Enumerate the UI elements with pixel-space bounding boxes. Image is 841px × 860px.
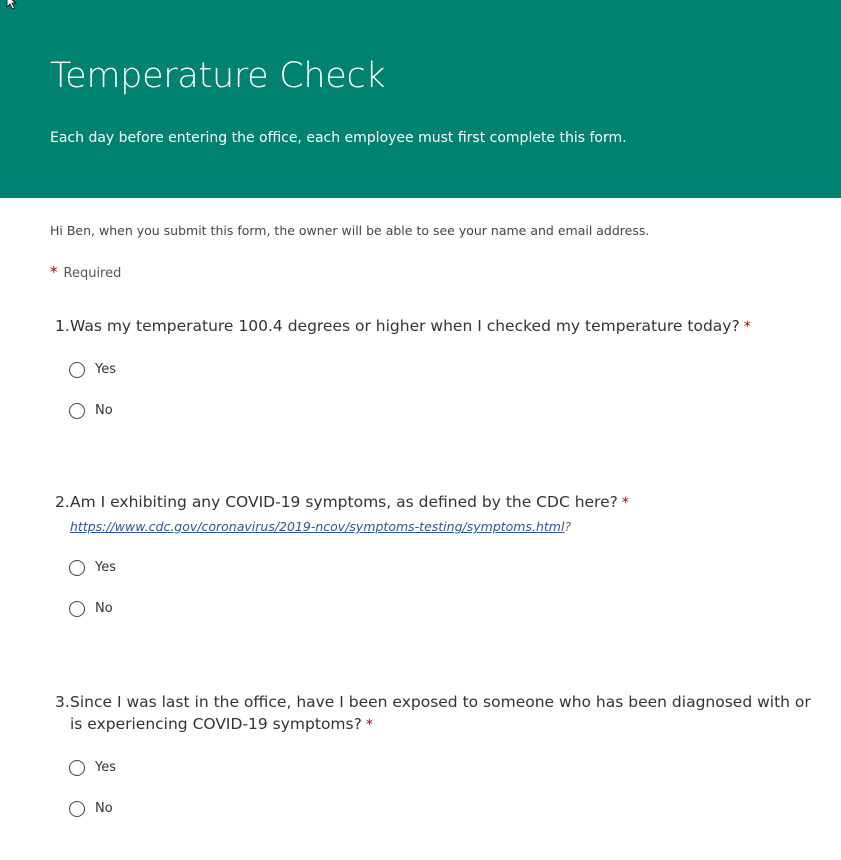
question-title (55, 491, 815, 514)
cdc-link-line (70, 518, 815, 536)
radio-circle-icon[interactable] (69, 560, 85, 576)
question-3 (55, 691, 815, 829)
question-title (55, 315, 815, 338)
question-options (69, 349, 815, 431)
option-yes[interactable] (69, 547, 815, 588)
required-label: Required (63, 266, 122, 281)
question-text (70, 315, 815, 338)
required-star: * (365, 717, 373, 733)
question-text (70, 691, 815, 736)
radio-circle-icon[interactable] (69, 801, 85, 817)
option-label: Yes (95, 560, 116, 575)
question-number: 3. (55, 693, 70, 711)
form-description: Each day before entering the office, each employee must first complete this form. (50, 130, 627, 146)
option-yes[interactable] (69, 349, 815, 390)
option-no[interactable] (69, 788, 815, 829)
radio-circle-icon[interactable] (69, 760, 85, 776)
form-header (0, 0, 841, 198)
question-number: 1. (55, 317, 70, 335)
option-label: No (95, 403, 113, 418)
required-note (50, 263, 121, 283)
question-text-content: Since I was last in the office, have I been exposed to someone who has been diagnosed with or is experiencing COVID-19 symptoms? (70, 693, 811, 733)
required-star: * (621, 495, 629, 511)
cdc-symptoms-link[interactable]: https://www.cdc.gov/coronavirus/2019-ncov/symptoms-testing/symptoms.html (70, 519, 565, 534)
option-label: Yes (95, 362, 116, 377)
question-1 (55, 315, 815, 431)
link-suffix: ? (564, 519, 572, 534)
question-options (69, 747, 815, 829)
option-no[interactable] (69, 588, 815, 629)
form-title: Temperature Check (50, 56, 386, 96)
question-number: 2. (55, 493, 70, 511)
option-label: Yes (95, 760, 116, 775)
question-text-content: Am I exhibiting any COVID-19 symptoms, as defined by the CDC here? (70, 493, 618, 511)
radio-circle-icon[interactable] (69, 403, 85, 419)
option-label: No (95, 601, 113, 616)
question-text (70, 491, 815, 514)
identity-notice: Hi Ben, when you submit this form, the owner will be able to see your name and email address. (50, 223, 650, 238)
mouse-pointer-icon (6, 0, 20, 10)
option-yes[interactable] (69, 747, 815, 788)
question-2 (55, 491, 815, 629)
question-title (55, 691, 815, 736)
radio-circle-icon[interactable] (69, 362, 85, 378)
question-options (69, 547, 815, 629)
radio-circle-icon[interactable] (69, 601, 85, 617)
option-no[interactable] (69, 390, 815, 431)
question-text-content: Was my temperature 100.4 degrees or higher when I checked my temperature today? (70, 317, 740, 335)
required-star: * (743, 319, 751, 335)
required-star: * (50, 263, 58, 281)
option-label: No (95, 801, 113, 816)
